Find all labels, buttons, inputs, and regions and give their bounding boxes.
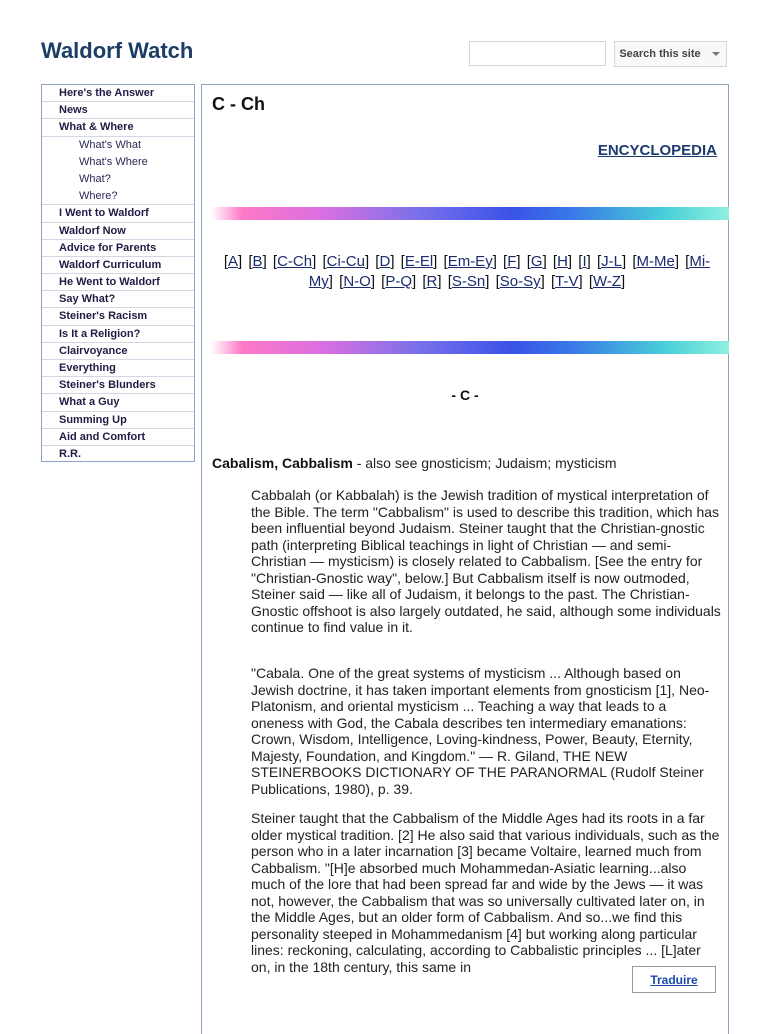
page-title: C - Ch: [212, 94, 265, 114]
sidebar-subitem[interactable]: What?: [79, 172, 111, 185]
sidebar-nav: [41, 84, 195, 462]
sidebar-subitem[interactable]: What's Where: [79, 155, 148, 168]
sidebar-item[interactable]: Everything: [42, 360, 194, 377]
letter-link[interactable]: F: [507, 253, 517, 270]
letter-link[interactable]: G: [530, 253, 543, 270]
letter-index-entry: [D]: [375, 253, 395, 270]
letter-link[interactable]: S-Sn: [451, 273, 486, 290]
sidebar-item[interactable]: Say What?: [42, 291, 194, 308]
sidebar-item[interactable]: News: [42, 102, 194, 119]
letter-index-entry: [N-O]: [339, 273, 375, 290]
letter-index-entry: [G]: [526, 253, 547, 270]
sidebar-item[interactable]: What a Guy: [42, 394, 194, 411]
rainbow-divider: [211, 341, 729, 354]
sidebar-subitem[interactable]: What's What: [79, 138, 142, 151]
letter-index-entry: [R]: [422, 273, 442, 290]
letter-index-entry: [C-Ch]: [272, 253, 317, 270]
letter-link[interactable]: D: [379, 253, 391, 270]
letter-index: [214, 252, 720, 292]
sidebar-item[interactable]: Is It a Religion?: [42, 326, 194, 343]
letter-link[interactable]: Mi-My: [308, 253, 711, 290]
sidebar-item[interactable]: He Went to Waldorf: [42, 274, 194, 291]
sidebar-item[interactable]: Waldorf Curriculum: [42, 257, 194, 274]
sidebar-item[interactable]: R.R.: [59, 447, 81, 460]
letter-link[interactable]: So-Sy: [499, 273, 541, 290]
letter-index-entry: [Ci-Cu]: [322, 253, 370, 270]
letter-link[interactable]: B: [252, 253, 263, 270]
letter-link[interactable]: E-El: [404, 253, 434, 270]
sidebar-item[interactable]: I Went to Waldorf: [42, 205, 194, 222]
sidebar-item[interactable]: Summing Up: [42, 412, 194, 429]
entry-paragraph: Steiner taught that the Cabbalism of the Middle Ages had its roots in a far older mystical tradition. [2] He also said that various individuals, such as the person who in a later incarnation [3] became Voltaire, learned much from Cabbalism. "[H]e absorbed much Mohammedan-Asiatic learning...also much of the lore that had been spread far and wide by the Jews — it was not, however, the Cabbalism that was so universally cultivated later on, in the Middle Ages, but an older form of Cabbalism. And so...we find this personality steeped in Mohammedanism [4] but working along particular lines: reckoning, calculating, according to Cabbalistic principles ... [L]ater on, in the 18th century, this same in: [251, 810, 720, 975]
letter-link[interactable]: R: [426, 273, 438, 290]
letter-link[interactable]: W-Z: [592, 273, 622, 290]
letter-index-entry: [I]: [578, 253, 591, 270]
letter-link[interactable]: N-O: [343, 273, 371, 290]
chevron-down-icon: [712, 52, 720, 56]
entry-paragraph: Cabbalah (or Kabbalah) is the Jewish tradition of mystical interpretation of the Bible. The term "Cabbalism" is used to describe this tradition, which has been influential beyond Judaism. Steiner taught that the Christian-gnostic path (interpreting Biblical teachings in light of Christian — and semi-Christian — mysticism) is closely related to Cabbalism. [See the entry for "Christian-Gnostic way", below.] But Cabbalism itself is now outmoded, Steiner said — like all of Judaism, it belongs to the past. The Christian-Gnostic offshoot is also largely outdated, he said, although some individuals continue to find value in it.: [251, 487, 721, 635]
letter-link[interactable]: Em-Ey: [447, 253, 493, 270]
letter-index-entry: [B]: [248, 253, 267, 270]
site-title[interactable]: Waldorf Watch: [41, 38, 194, 63]
letter-index-entry: [E-El]: [400, 253, 438, 270]
letter-index-entry: [Mi-My]: [308, 253, 711, 290]
content-panel: [201, 84, 729, 1034]
entry-see-also: - also see gnosticism; Judaism; mysticism: [352, 455, 617, 471]
rainbow-divider: [211, 207, 729, 220]
sidebar-item[interactable]: Steiner's Racism: [42, 308, 194, 325]
translate-button[interactable]: Traduire: [632, 966, 716, 993]
sidebar-item[interactable]: Here's the Answer: [42, 85, 194, 102]
letter-index-entry: [Em-Ey]: [443, 253, 497, 270]
letter-index-entry: [P-Q]: [381, 273, 417, 290]
entry-term: Cabalism, Cabbalism: [212, 455, 353, 471]
search-button[interactable]: Search this site: [614, 41, 706, 67]
letter-index-entry: [J-L]: [596, 253, 627, 270]
encyclopedia-link[interactable]: ENCYCLOPEDIA: [597, 142, 717, 159]
letter-index-entry: [M-Me]: [632, 253, 679, 270]
search-input[interactable]: [469, 41, 606, 66]
letter-index-entry: [W-Z]: [588, 273, 626, 290]
section-heading: - C -: [451, 387, 479, 403]
letter-link[interactable]: Ci-Cu: [326, 253, 365, 270]
sidebar-item[interactable]: Clairvoyance: [42, 343, 194, 360]
sidebar-item[interactable]: Waldorf Now: [42, 223, 194, 240]
sidebar-item[interactable]: What & Where: [42, 119, 194, 136]
letter-link[interactable]: H: [557, 253, 568, 270]
letter-index-entry: [So-Sy]: [495, 273, 545, 290]
sidebar-item[interactable]: Advice for Parents: [42, 240, 194, 257]
letter-link[interactable]: A: [228, 253, 239, 270]
letter-link[interactable]: P-Q: [385, 273, 412, 290]
entry-heading: [212, 455, 617, 471]
entry-paragraph: "Cabala. One of the great systems of mysticism ... Although based on Jewish doctrine, it has taken important elements from gnosticism [1], Neo-Platonism, and oriental mysticism ... Teaching a way that leads to a oneness with God, the Cabala describes ten intermediary emanations: Crown, Wisdom, Intelligence, Loving-kindness, Power, Beauty, Eternity, Majesty, Foundation, and Kingdom." — R. Giland, THE NEW STEINERBOOKS DICTIONARY OF THE PARANORMAL (Rudolf Steiner Publications, 1980), p. 39.: [251, 665, 710, 797]
letter-link[interactable]: T-V: [555, 273, 579, 290]
letter-link[interactable]: C-Ch: [277, 253, 313, 270]
letter-index-entry: [S-Sn]: [447, 273, 490, 290]
letter-index-entry: [H]: [552, 253, 573, 270]
letter-index-entry: [T-V]: [550, 273, 583, 290]
letter-link[interactable]: I: [582, 253, 587, 270]
sidebar-subitem[interactable]: Where?: [42, 188, 194, 205]
letter-link[interactable]: J-L: [601, 253, 622, 270]
sidebar-item[interactable]: Aid and Comfort: [42, 429, 194, 446]
letter-index-entry: [F]: [503, 253, 521, 270]
search-dropdown-button[interactable]: [705, 41, 727, 67]
letter-index-entry: [A]: [223, 253, 243, 270]
sidebar-item[interactable]: Steiner's Blunders: [42, 377, 194, 394]
letter-link[interactable]: M-Me: [636, 253, 675, 270]
